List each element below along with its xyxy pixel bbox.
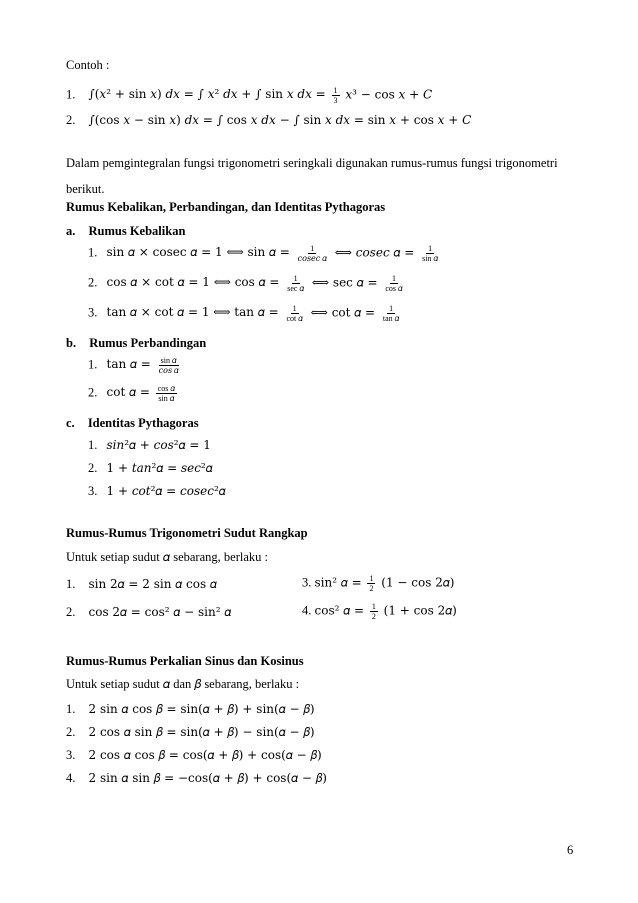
formula: tan 𝛼 = <box>106 357 155 372</box>
item-number: 1. <box>66 577 76 591</box>
item-number: 1. <box>66 702 76 716</box>
rangkap-item-1 <box>66 577 217 592</box>
fraction-numerator: sin 𝛼 <box>160 356 177 365</box>
item-number: 2. <box>66 725 76 739</box>
formula: (1 − cos 2𝛼) <box>377 575 455 590</box>
subsection-c <box>66 416 199 431</box>
fraction-denominator: 𝑐𝑜𝑠𝑒𝑐 𝛼 <box>297 254 327 263</box>
fraction-denominator: cot 𝛼 <box>286 314 303 323</box>
subsection-title: Identitas Pythagoras <box>87 416 199 430</box>
kebalikan-item-2 <box>88 274 407 293</box>
fraction-denominator: tan 𝛼 <box>382 314 400 323</box>
example-1 <box>66 86 432 105</box>
formula: 2 cos 𝛼 sin 𝛽 = sin(𝛼 + 𝛽) − sin(𝛼 − 𝛽) <box>88 725 315 739</box>
section-intro: Untuk setiap sudut 𝛼 sebarang, berlaku : <box>66 550 268 564</box>
fraction <box>284 304 304 323</box>
fraction-denominator: sin 𝛼 <box>158 394 175 403</box>
formula: ⟺ sec 𝛼 = <box>308 275 382 290</box>
perkalian-item-3 <box>66 748 322 763</box>
fraction <box>381 304 401 323</box>
example-formula: ∫(𝑥² + sin 𝑥) 𝑑𝑥 = ∫ 𝑥² 𝑑𝑥 + ∫ sin 𝑥 𝑑𝑥 = <box>88 87 330 102</box>
fraction <box>157 356 181 375</box>
example-number: 1. <box>66 87 76 102</box>
item-number: 1. <box>88 357 98 372</box>
item-number: 1. <box>88 245 98 260</box>
rangkap-item-4 <box>302 602 457 621</box>
example-2 <box>66 113 471 128</box>
section-heading: Rumus-Rumus Trigonometri Sudut Rangkap <box>66 526 308 540</box>
fraction-numerator: 1 <box>310 244 315 253</box>
formula: 1 + 𝑡𝑎𝑛²𝛼 = 𝑠𝑒𝑐²𝛼 <box>106 461 213 475</box>
item-number: 3. <box>88 484 98 498</box>
rangkap-item-2 <box>66 605 231 620</box>
fraction-numerator: 1 <box>333 86 338 95</box>
formula: sin 𝛼 × cosec 𝛼 = 1 ⟺ sin 𝛼 = <box>106 245 294 260</box>
fraction-numerator: 1 <box>389 304 394 313</box>
formula: sin 2𝛼 = 2 sin 𝛼 cos 𝛼 <box>88 577 217 591</box>
example-number: 2. <box>66 113 76 127</box>
subsection-a <box>66 224 185 239</box>
item-number: 4. <box>66 771 76 785</box>
fraction-denominator: sin 𝛼 <box>422 254 439 263</box>
formula: 2 cos 𝛼 cos 𝛽 = cos(𝛼 + 𝛽) + cos(𝛼 − 𝛽) <box>88 748 322 762</box>
kebalikan-item-3 <box>88 304 403 323</box>
pythagoras-item-1 <box>88 438 211 453</box>
contoh-label: Contoh : <box>66 58 110 72</box>
fraction-denominator: 3 <box>333 96 338 105</box>
subsection-title: Rumus Perbandingan <box>89 336 207 350</box>
subsection-title: Rumus Kebalikan <box>88 224 186 238</box>
formula: 𝑠𝑖𝑛²𝛼 + 𝑐𝑜𝑠²𝛼 = 1 <box>106 438 211 452</box>
subsection-label: b. <box>66 336 77 350</box>
formula: tan 𝛼 × cot 𝛼 = 1 ⟺ tan 𝛼 = <box>106 305 283 320</box>
pythagoras-item-3 <box>88 484 226 499</box>
item-number: 1. <box>88 438 98 452</box>
formula: cos² 𝛼 = <box>314 603 368 618</box>
example-formula-tail: 𝑥³ − cos 𝑥 + 𝐶 <box>341 87 433 102</box>
fraction-numerator: 1 <box>391 274 396 283</box>
formula: 1 + 𝑐𝑜𝑡²𝛼 = 𝑐𝑜𝑠𝑒𝑐²𝛼 <box>106 484 226 498</box>
item-number: 2. <box>88 385 98 400</box>
fraction <box>296 244 329 263</box>
fraction-numerator: 1 <box>428 244 433 253</box>
subsection-label: a. <box>66 224 76 238</box>
perkalian-item-1 <box>66 702 315 717</box>
item-number: 3. <box>66 748 76 762</box>
fraction-numerator: 1 <box>369 574 374 583</box>
perbandingan-item-2 <box>88 384 179 403</box>
fraction <box>420 244 440 263</box>
formula: ⟺ 𝑐𝑜𝑠𝑒𝑐 𝛼 = <box>330 245 419 260</box>
perkalian-item-4 <box>66 771 327 786</box>
item-number: 2. <box>66 605 76 619</box>
page-number: 6 <box>567 843 574 857</box>
perbandingan-item-1 <box>88 356 183 375</box>
subsection-b <box>66 336 206 351</box>
fraction-denominator: 2 <box>369 584 374 593</box>
fraction-numerator: 1 <box>371 602 376 611</box>
item-number: 2. <box>88 461 98 475</box>
rangkap-item-3 <box>302 574 454 593</box>
section-intro: Untuk setiap sudut 𝛼 dan 𝛽 sebarang, berlaku : <box>66 677 300 691</box>
fraction-denominator: 2 <box>371 612 376 621</box>
subsection-label: c. <box>66 416 75 430</box>
fraction <box>383 274 404 293</box>
section-heading: Rumus-Rumus Perkalian Sinus dan Kosinus <box>66 654 304 668</box>
item-number: 4. <box>302 603 312 618</box>
fraction-numerator: 1 <box>292 304 297 313</box>
fraction-denominator: sec 𝛼 <box>287 284 305 293</box>
section-heading: Rumus Kebalikan, Perbandingan, dan Identitas Pythagoras <box>66 200 386 214</box>
formula: (1 + cos 2𝛼) <box>379 603 457 618</box>
fraction-numerator: 1 <box>293 274 298 283</box>
formula: sin² 𝛼 = <box>314 575 366 590</box>
formula: 2 sin 𝛼 sin 𝛽 = −cos(𝛼 + 𝛽) + cos(𝛼 − 𝛽) <box>88 771 327 785</box>
formula: cos 𝛼 × cot 𝛼 = 1 ⟺ cos 𝛼 = <box>106 275 284 290</box>
fraction <box>156 384 177 403</box>
pythagoras-item-2 <box>88 461 213 476</box>
formula: cos 2𝛼 = cos² 𝛼 − sin² 𝛼 <box>88 605 232 619</box>
item-number: 3. <box>302 575 312 590</box>
item-number: 2. <box>88 275 98 290</box>
formula: ⟺ cot 𝛼 = <box>306 305 379 320</box>
formula: cot 𝛼 = <box>106 385 154 400</box>
fraction-denominator: cos 𝛼 <box>385 284 403 293</box>
fraction <box>370 602 378 621</box>
fraction <box>332 86 340 105</box>
fraction-denominator: 𝑐𝑜𝑠 𝛼 <box>158 366 179 375</box>
perkalian-item-2 <box>66 725 315 740</box>
fraction <box>367 574 375 593</box>
formula: 2 sin 𝛼 cos 𝛽 = sin(𝛼 + 𝛽) + sin(𝛼 − 𝛽) <box>88 702 315 716</box>
item-number: 3. <box>88 305 98 320</box>
intro-paragraph: Dalam pemgintegralan fungsi trigonometri seringkali digunakan rumus-rumus fungsi trigonometri berikut. <box>66 156 558 196</box>
example-formula: ∫(cos 𝑥 − sin 𝑥) 𝑑𝑥 = ∫ cos 𝑥 𝑑𝑥 − ∫ sin 𝑥 𝑑𝑥 = sin 𝑥 + cos 𝑥 + 𝐶 <box>88 113 472 127</box>
fraction <box>285 274 306 293</box>
fraction-numerator: cos 𝛼 <box>157 384 175 393</box>
kebalikan-item-1 <box>88 244 442 263</box>
